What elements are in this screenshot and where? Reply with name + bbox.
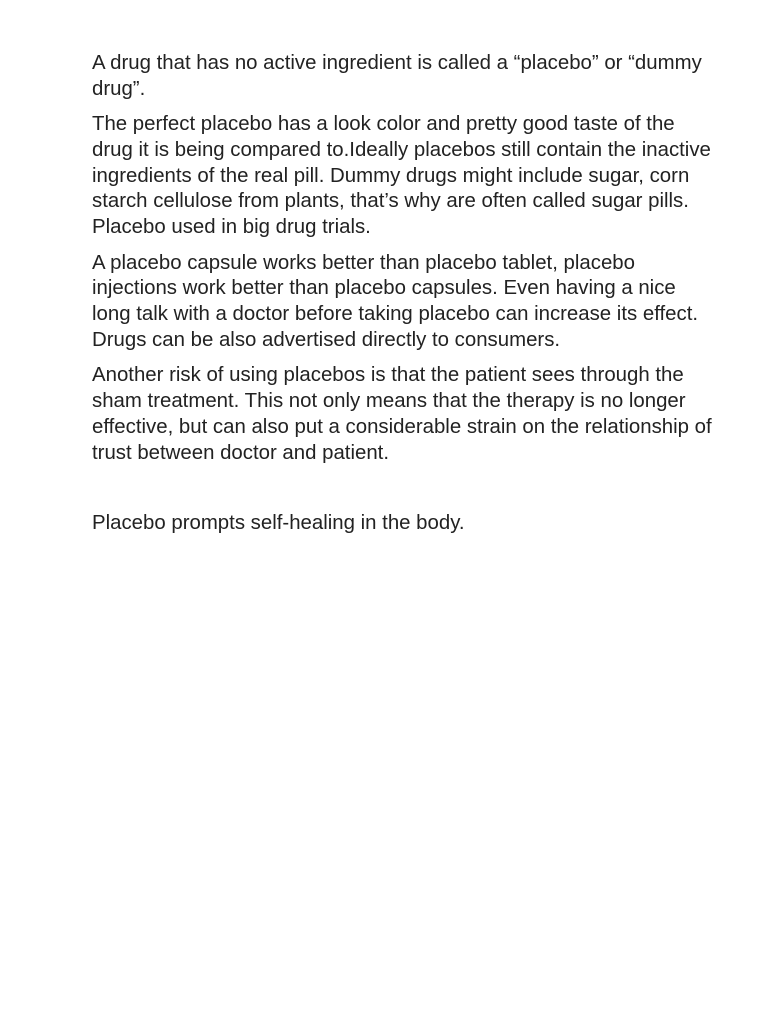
document-body (92, 51, 718, 547)
paragraph-placebo-risk: Another risk of using placebos is that the patient sees through the sham treatment. This not only means that the therapy is no longer effective, but can also put a considerable strain on the relationship of trust between doctor and patient. (92, 364, 718, 464)
paragraph-perfect-placebo: The perfect placebo has a look color and pretty good taste of the drug it is being compared to.Ideally placebos still contain the inactive ingredients of the real pill. Dummy drugs might include sugar, corn starch cellulose from plants, that’s why are often called sugar pills. Placebo used in big drug trials. (92, 113, 717, 239)
blank-line (92, 476, 712, 502)
paragraph-placebo-forms: A placebo capsule works better than placebo tablet, placebo injections work better than placebo capsules. Even having a nice long talk with a doctor before taking placebo can increase its effect. Drugs can be also advertised directly to consumers. (92, 251, 710, 351)
paragraph-placebo-definition: A drug that has no active ingredient is called a “placebo” or “dummy drug”. (92, 52, 708, 100)
paragraph-self-healing: Placebo prompts self-healing in the body. (92, 512, 465, 535)
